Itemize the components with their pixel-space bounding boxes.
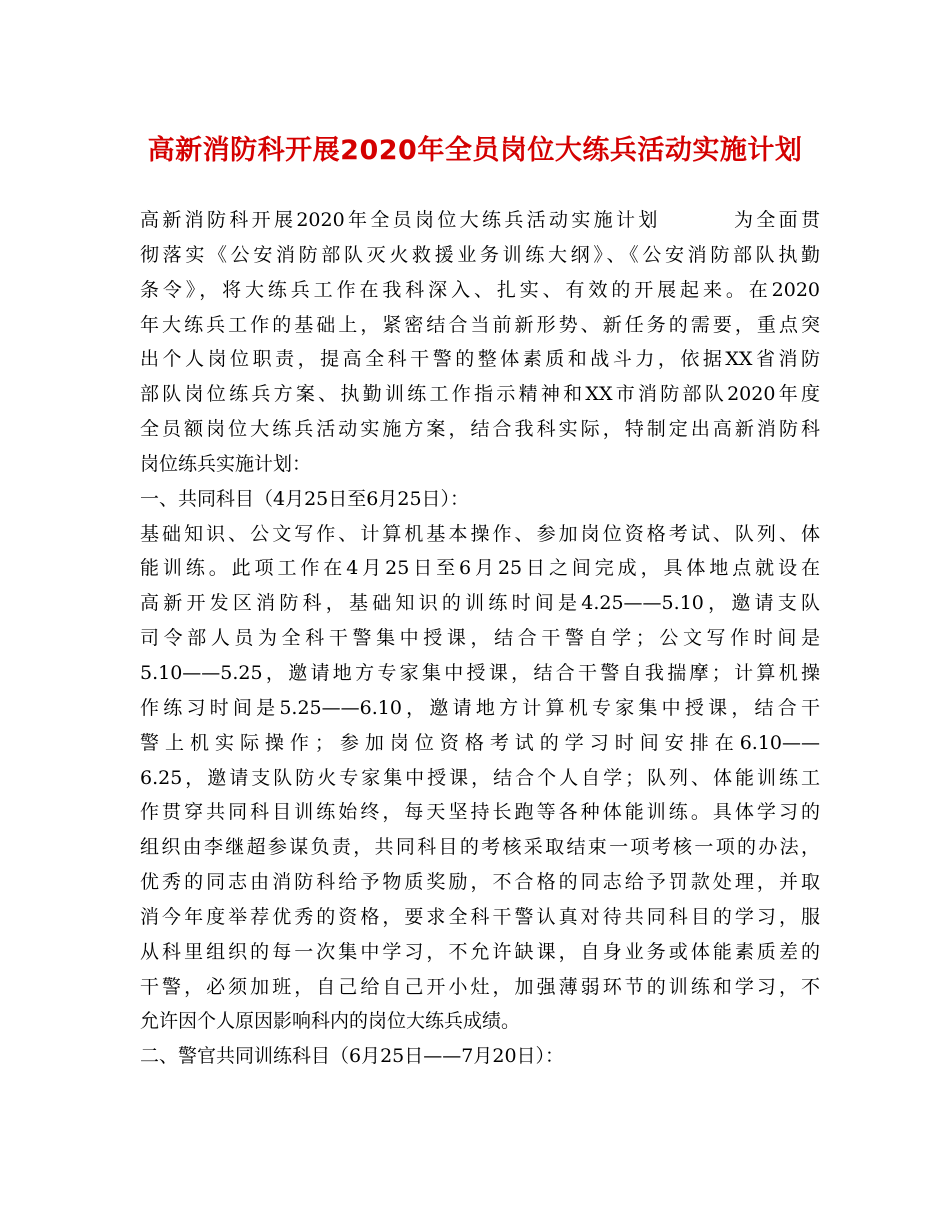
body-line: 优秀的同志由消防科给予物质奖励，不合格的同志给予罚款处理，并取 <box>140 871 820 894</box>
body-line: 为全面贯 <box>730 209 820 231</box>
body-line: 警上机实际操作；参加岗位资格考试的学习时间安排在6.10—— <box>140 731 820 754</box>
body-line: 部队岗位练兵方案、执勤训练工作指示精神和XX市消防部队2020年度 <box>140 383 820 406</box>
body-line: 干警，必须加班，自己给自己开小灶，加强薄弱环节的训练和学习，不 <box>140 975 820 998</box>
body-line: 岗位练兵实施计划： <box>140 452 312 475</box>
body-line: 允许因个人原因影响科内的岗位大练兵成绩。 <box>140 1010 521 1033</box>
section-heading: 二、警官共同训练科目（6月25日——7月20日）： <box>140 1045 565 1068</box>
body-line: 司令部人员为全科干警集中授课，结合干警自学；公文写作时间是 <box>140 627 820 650</box>
body-line: 5.10——5.25，邀请地方专家集中授课，结合干警自我揣摩；计算机操 <box>140 661 820 684</box>
body-line: 作练习时间是5.25——6.10，邀请地方计算机专家集中授课，结合干 <box>140 696 820 719</box>
body-line: 基础知识、公文写作、计算机基本操作、参加岗位资格考试、队列、体 <box>140 522 820 545</box>
body-line: 能训练。此项工作在4月25日至6月25日之间完成，具体地点就设在 <box>140 557 820 580</box>
body-line: 全员额岗位大练兵活动实施方案，结合我科实际，特制定出高新消防科 <box>140 418 820 441</box>
document-title: 高新消防科开展2020年全员岗位大练兵活动实施计划 <box>147 135 803 166</box>
body-line: 出个人岗位职责，提高全科干警的整体素质和战斗力，依据XX省消防 <box>140 348 820 371</box>
body-line: 条令》，将大练兵工作在我科深入、扎实、有效的开展起来。在2020 <box>140 278 820 301</box>
body-line: 作贯穿共同科目训练始终，每天坚持长跑等各种体能训练。具体学习的 <box>140 801 820 824</box>
body-line: 高新开发区消防科，基础知识的训练时间是4.25——5.10，邀请支队 <box>140 592 820 615</box>
document-body <box>140 203 820 1074</box>
body-line: 年大练兵工作的基础上，紧密结合当前新形势、新任务的需要，重点突 <box>140 313 820 336</box>
body-line: 消今年度举荐优秀的资格，要求全科干警认真对待共同科目的学习，服 <box>140 905 820 928</box>
section-heading: 一、共同科目（4月25日至6月25日）： <box>140 487 470 510</box>
body-line: 从科里组织的每一次集中学习，不允许缺课，自身业务或体能素质差的 <box>140 940 820 963</box>
intro-line <box>140 203 820 238</box>
body-line: 组织由李继超参谋负责，共同科目的考核采取结束一项考核一项的办法， <box>140 836 820 859</box>
body-line: 彻落实《公安消防部队灭火救援业务训练大纲》、《公安消防部队执勤 <box>140 243 820 266</box>
intro-heading: 高新消防科开展2020年全员岗位大练兵活动实施计划 <box>140 209 661 231</box>
body-line: 6.25，邀请支队防火专家集中授课，结合个人自学；队列、体能训练工 <box>140 766 820 789</box>
